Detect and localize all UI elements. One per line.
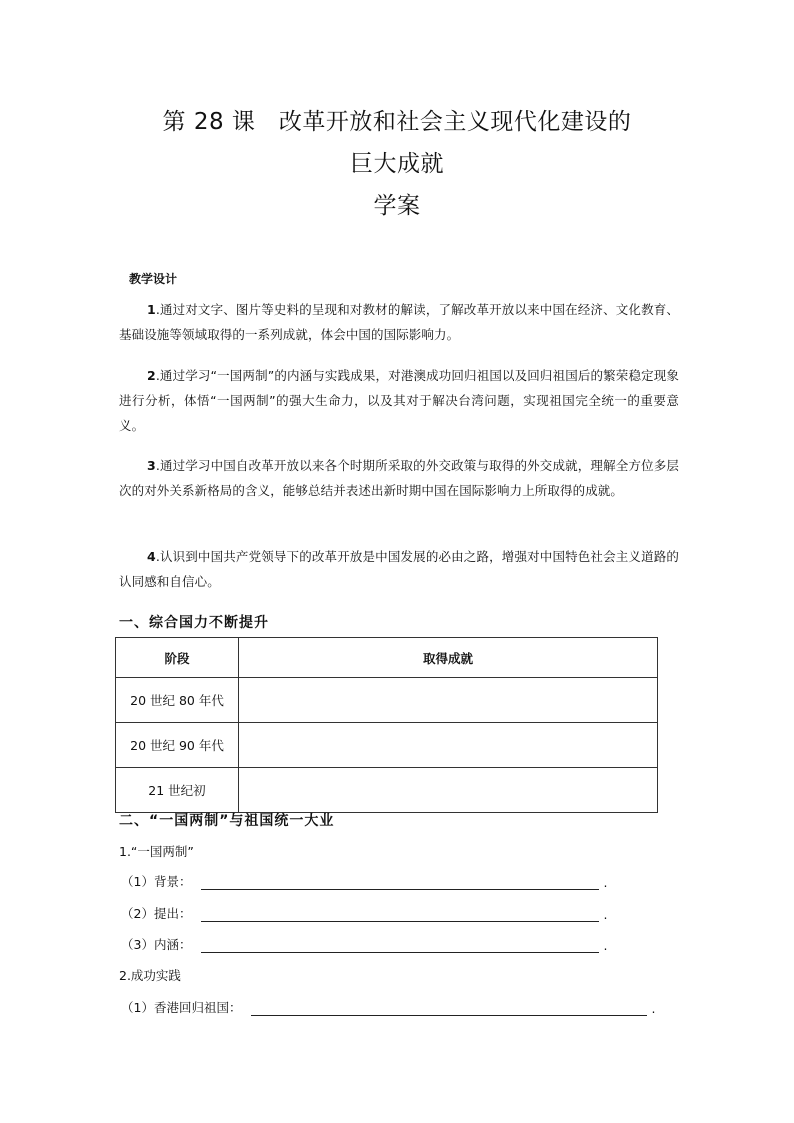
subsection-one-country-two-systems: 1.“一国两制” (119, 844, 194, 859)
fill-row-connotation (121, 935, 607, 953)
fill-label: （3）内涵： (121, 937, 192, 952)
fill-row-background (121, 872, 607, 890)
table-cell-stage: 20 世纪 90 年代 (116, 723, 239, 768)
design-item-num: 1 (147, 302, 156, 317)
fill-blank-line[interactable] (251, 1001, 647, 1016)
design-item-text: .通过对文字、图片等史料的呈现和对教材的解读，了解改革开放以来中国在经济、文化教育、基础设施等领域取得的一系列成就，体会中国的国际影响力。 (119, 302, 679, 342)
design-item-2 (119, 363, 679, 438)
design-item-text: .认识到中国共产党领导下的改革开放是中国发展的必由之路，增强对中国特色社会主义道路的认同感和自信心。 (119, 549, 679, 589)
fill-row-hongkong (121, 998, 655, 1016)
page-title-line3: 学案 (373, 193, 421, 219)
fill-end-mark: . (651, 1001, 656, 1016)
section1-heading: 一、综合国力不断提升 (119, 615, 269, 631)
design-item-3 (119, 453, 679, 503)
table-row (116, 678, 658, 723)
fill-row-proposal (121, 904, 607, 922)
fill-label: （1）香港回归祖国： (121, 1000, 242, 1015)
subsection-successful-practice: 2.成功实践 (119, 968, 181, 983)
design-item-text: .通过学习“一国两制”的内涵与实践成果，对港澳成功回归祖国以及回归祖国后的繁荣稳定现象进行分析，体悟“一国两制”的强大生命力，以及其对于解决台湾问题，实现祖国完全统一的重要意义。 (119, 368, 679, 433)
fill-end-mark: . (603, 875, 608, 890)
table-cell-answer[interactable] (239, 678, 658, 723)
design-heading: 教学设计 (129, 272, 178, 286)
design-item-text: .通过学习中国自改革开放以来各个时期所采取的外交政策与取得的外交成就，理解全方位多层次的对外关系新格局的含义，能够总结并表述出新时期中国在国际影响力上所取得的成就。 (119, 458, 679, 498)
fill-blank-line[interactable] (201, 938, 599, 953)
fill-blank-line[interactable] (201, 907, 599, 922)
fill-label: （1）背景： (121, 874, 192, 889)
design-item-num: 4 (147, 549, 156, 564)
page-title-line1: 第 28 课 改革开放和社会主义现代化建设的 (162, 109, 632, 135)
design-item-num: 3 (147, 458, 156, 473)
table-cell-answer[interactable] (239, 768, 658, 813)
table-header-row (116, 638, 658, 678)
achievement-table (115, 637, 658, 813)
table-header-achievement: 取得成就 (239, 638, 658, 678)
fill-end-mark: . (603, 907, 608, 922)
design-item-1 (119, 297, 679, 347)
fill-end-mark: . (603, 938, 608, 953)
fill-blank-line[interactable] (201, 875, 599, 890)
table-row (116, 768, 658, 813)
fill-label: （2）提出： (121, 906, 192, 921)
table-cell-stage: 20 世纪 80 年代 (116, 678, 239, 723)
table-cell-answer[interactable] (239, 723, 658, 768)
table-row (116, 723, 658, 768)
table-cell-stage: 21 世纪初 (116, 768, 239, 813)
design-item-num: 2 (147, 368, 156, 383)
design-item-4 (119, 544, 679, 594)
page-title-line2: 巨大成就 (350, 151, 444, 177)
table-header-stage: 阶段 (116, 638, 239, 678)
section2-heading: 二、“一国两制”与祖国统一大业 (119, 813, 335, 829)
